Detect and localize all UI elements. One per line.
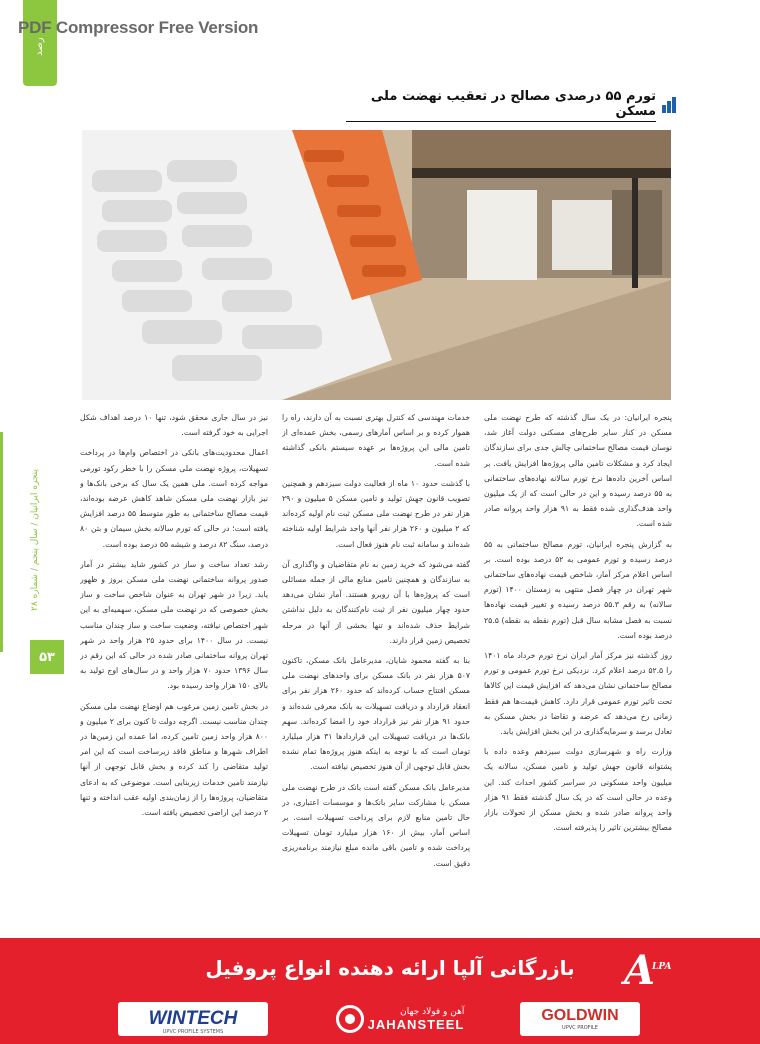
text-column-1 [484, 410, 672, 935]
goldwin-logo: GOLDWIN UPVC PROFILE [520, 1002, 640, 1036]
paragraph: رشد تعداد ساخت و ساز در کشور شاید بیشتر در آمار صدور پروانه ساختمانی نهضت ملی مسکن بروز و ظهور یابد. زیرا در شهر تهران به عنوان شاخص ساخت و ساز بخش خصوصی که در نهضت ملی مسکن، سهمیه‌ای به این شهر اختصاص نیافته، وضعیت ساخت و ساز چندان مناسب نیست. در سال ۱۴۰۰ برای حدود ۲۵ هزار واحد در شهر تهران پروانه ساختمانی صادر شده در حالی که این رقم در سال ۱۳۹۶ حدود ۷۰ هزار واحد و در سال‌های اوج تولید به بالای ۱۵۰ هزار واحد رسیده بود. [80, 559, 268, 691]
paragraph: به گزارش پنجره ایرانیان، تورم مصالح ساختمانی به ۵۵ درصد رسیده و تورم عمومی به ۵۲ درصد بوده است. بر اساس اعلام مرکز آمار، شاخص قیمت نهاده‌های ساختمانی شهر تهران در چهار فصل منتهی به زمستان ۱۴۰۰ (تورم سالانه) به رقم ۵۵.۳ درصد رسیده و تغییر قیمت نهاده‌ها نسبت به فصل مشابه سال قبل (تورم نقطه به نقطه) ۲۵.۵ درصد بوده است. [484, 539, 672, 640]
section-tab [23, 0, 57, 86]
ad-banner[interactable] [0, 938, 760, 1044]
paragraph: گفته می‌شود که خرید زمین به نام متقاضیان و واگذاری آن به سازندگان و همچنین تامین منابع مالی از جمله مسائلی است که پروژه‌ها با آن روبرو هستند. آمار نشان می‌دهد حدود چهار میلیون نفر از ثبت نام‌کنندگان به دلیل نداشتن شرایط حذف شده‌اند و تنها بخشی از آنها در مرحله تخصیص زمین قرار دارند. [282, 559, 470, 645]
text-column-2 [282, 410, 470, 935]
paragraph: در بخش تامین زمین مرغوب هم اوضاع نهضت ملی مسکن چندان مناسب نیست. اگرچه دولت تا کنون برای ۲ میلیون و ۸۰۰ هزار واحد زمین تامین کرده، اما عمده این زمین‌ها در اطراف شهرها و مناطق فاقد زیرساخت است که این امر تولید متقاضی را کند کرده و بخش قابل توجهی از آنها نیازمند تامین خدمات زیربنایی است. موضوعی که به ادعای متقاضیان، پروژه‌ها را از زمان‌بندی اولیه عقب انداخته و تنها ۲ درصد این اراضی تخصیص یافته است. [80, 701, 268, 818]
jahansteel-logo: آهن و فولاد جهان JAHANSTEEL [330, 1002, 470, 1036]
paragraph: روز گذشته نیز مرکز آمار ایران نرخ تورم خرداد ماه ۱۴۰۱ را ۵۲.۵ درصد اعلام کرد. نزدیکی نرخ تورم عمومی و تورم مصالح ساختمانی نشان می‌دهد که افزایش قیمت این کالاها تحت تاثیر تورم عمومی قرار دارد. کاهش قیمت‌ها هم فقط زمانی رخ می‌دهد که عرضه و تقاضا در بخش مسکن به تعادل برسد و سرمایه‌گذاری در این بخش افزایش یابد. [484, 651, 672, 737]
paragraph: با گذشت حدود ۱۰ ماه از فعالیت دولت سیزدهم و همچنین تصویب قانون جهش تولید و تامین مسکن ۵ میلیون و ۲۹۰ هزار نفر در طرح نهضت ملی مسکن ثبت نام اولیه کرده‌اند که ۲ میلیون و ۲۶۰ هزار نفر آنها واجد شرایط اولیه شناخته شده‌اند و سامانه ثبت نام هنوز فعال است. [282, 478, 470, 549]
globe-icon [336, 1005, 364, 1033]
watermark-text: PDF Compressor Free Version [18, 18, 259, 37]
wintech-logo: WINTECH UPVC PROFILE SYSTEMS [118, 1002, 268, 1036]
paragraph: پنجره ایرانیان: در یک سال گذشته که طرح نهضت ملی مسکن در کنار سایر طرح‌های مسکنی دولت آغاز شد، نوسان قیمت مصالح ساختمانی چالش جدی برای سازندگان ایجاد کرد و مشکلات تامین مالی پروژه‌ها افزایش یافت. بر اساس آخرین داده‌ها نرخ تورم سالانه نهاده‌های ساختمانی به ۵۵ درصد رسیده و این در حالی است که از یک میلیون واحد هدف‌گذاری شده فقط به ۹۱ هزار واحد پروانه صادر شده است. [484, 413, 672, 529]
section-tab-label: رصد [34, 37, 45, 57]
article-body [80, 410, 672, 935]
paragraph: وزارت راه و شهرسازی دولت سیزدهم وعده داده با پشتوانه قانون جهش تولید و تامین مسکن، سالانه یک میلیون واحد مسکونی در سراسر کشور احداث کند. این وعده در حالی است که در یک سال گذشته فقط ۹۱ هزار واحد پروانه صادر شده و بخش مسکن از تحولات بازار مصالح بیشترین تاثیر را پذیرفته است. [484, 747, 672, 833]
issue-info: پنجره ایرانیان / سال پنجم / شماره ۲۸ [30, 469, 40, 611]
article-headline [346, 88, 676, 119]
alpa-logo: A LPA [624, 947, 672, 994]
paragraph: اعمال محدودیت‌های بانکی در اختصاص وام‌ها در پرداخت تسهیلات، پروژه نهضت ملی مسکن را با خطر رکود تورمی مواجه کرده است. ملی همین یک سال که برخی بانک‌ها و نیز بازار نهضت ملی مسکن شاهد کاهش عرضه بوده‌اند، قیمت مصالح ساختمانی به طور متوسط ۵۵ درصد افزایش یافته است؛ در حالی که تورم سالانه بخش سیمان و بتن ۸۰ درصد، سنگ ۸۲ درصد و شیشه ۵۵ درصد بوده است. [80, 448, 268, 549]
paragraph: مدیرعامل بانک مسکن گفته است بانک در طرح نهضت ملی مسکن با مشارکت سایر بانک‌ها و موسسات اعتباری، در حال تامین منابع لازم برای پرداخت تسهیلات است. بر اساس آمار، بیش از ۱۶۰ هزار میلیارد تومان تسهیلات پرداخت شده و تامین باقی مانده مبلغ نیازمند برنامه‌ریزی دقیق است. [282, 782, 470, 868]
paragraph: نیز در سال جاری محقق شود، تنها ۱۰ درصد اهداف شکل اجرایی به خود گرفته است. [80, 413, 268, 438]
article-photo [82, 130, 671, 400]
paragraph: بنا به گفته محمود شایان، مدیرعامل بانک مسکن، تاکنون ۵۰۷ هزار نفر در بانک مسکن برای واحدهای نهضت ملی مسکن افتتاح حساب کرده‌اند که حدود ۲۶۰ هزار نفر برای انعقاد قرارداد و دریافت تسهیلات به بانک معرفی شده‌اند و حدود ۹۱ هزار نفر نیز قرارداد خود را امضا کرده‌اند. سهم بانک‌ها در دریافت تسهیلات این قراردادها ۳۱ هزار میلیارد تومان است که با توجه به اینکه هنوز پروژه‌ها تمام نشده بخش قابل توجهی از آن هنوز تخصیص نیافته است. [282, 656, 470, 772]
text-column-3 [80, 410, 268, 935]
page-number: ۵۳ [30, 640, 64, 674]
headline-text: تورم ۵۵ درصدی مصالح در تعقیب نهضت ملی مسکن [346, 89, 656, 122]
paragraph: خدمات مهندسی که کنترل بهتری نسبت به آن دارند، راه را هموار کرده و بر اساس آمارهای رسمی، بخش عمده‌ای از تامین مالی این پروژه‌ها بر عهده سیستم بانکی گذاشته شده است. [282, 413, 470, 468]
bar-chart-icon [662, 97, 676, 113]
side-rule [0, 432, 3, 652]
ad-slogan: بازرگانی آلپا ارائه دهنده انواع پروفیل [205, 956, 575, 980]
